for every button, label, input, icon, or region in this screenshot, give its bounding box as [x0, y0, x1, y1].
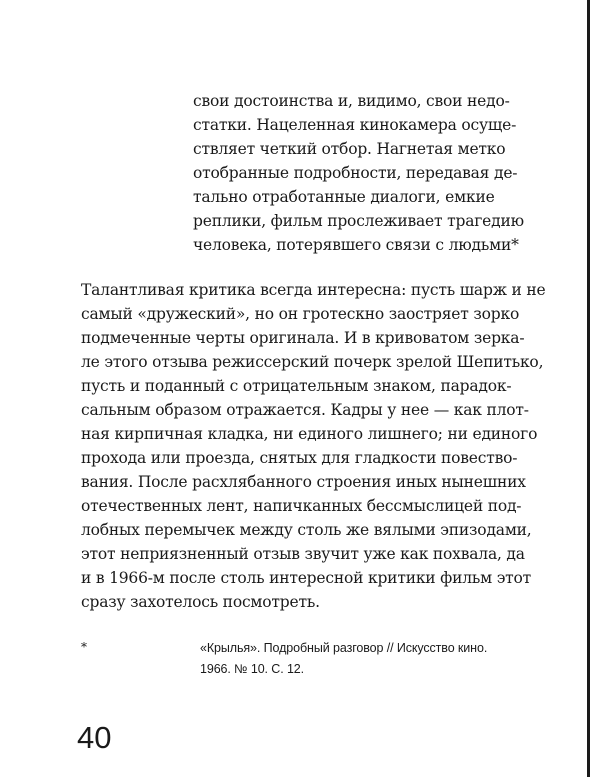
quote-line: реплики, фильм прослеживает трагедию	[193, 212, 524, 230]
paragraph-line: вания. После расхлябанного строения иных нынешних	[81, 473, 526, 491]
paragraph-line: самый «дружеский», но он гротескно заостряет зорко	[81, 305, 520, 323]
paragraph-line: сразу захотелось посмотреть.	[81, 593, 320, 611]
quote-line: тально отработанные диалоги, емкие	[193, 188, 495, 206]
quote-line: человека, потерявшего связи с людьми*	[193, 236, 519, 254]
paragraph-line: сальным образом отражается. Кадры у нее — как плот-	[81, 401, 529, 419]
footnote-line: «Крылья». Подробный разговор // Искусство кино.	[200, 641, 488, 655]
quote-line: ствляет четкий отбор. Нагнетая метко	[193, 140, 506, 158]
paragraph-line: прохода или проезда, снятых для гладкости повество-	[81, 449, 518, 467]
paragraph-line: ле этого отзыва режиссерский почерк зрелой Шепитько,	[81, 353, 544, 371]
paragraph-line: ная кирпичная кладка, ни единого лишнего; ни единого	[81, 425, 538, 443]
paragraph-line: лобных перемычек между столь же вялыми эпизодами,	[81, 521, 532, 539]
quote-line: статки. Нацеленная кинокамера осуще-	[193, 116, 517, 134]
page-number: 40	[77, 720, 112, 755]
paragraph-line: отечественных лент, напичканных бессмыслицей под-	[81, 497, 522, 515]
quote-line: свои достоинства и, видимо, свои недо-	[193, 92, 510, 110]
page-edge-rule	[587, 0, 590, 777]
footnote-line: 1966. № 10. С. 12.	[200, 662, 305, 676]
paragraph-line: Талантливая критика всегда интересна: пусть шарж и не	[81, 281, 546, 299]
paragraph-line: подмеченные черты оригинала. И в кривоватом зерка-	[81, 329, 525, 347]
footnote-marker: *	[81, 640, 87, 654]
paragraph-line: пусть и поданный с отрицательным знаком, парадок-	[81, 377, 512, 395]
quote-line: отобранные подробности, передавая де-	[193, 164, 518, 182]
paragraph-line: этот неприязненный отзыв звучит уже как похвала, да	[81, 545, 525, 563]
paragraph-line: и в 1966-м после столь интересной критики фильм этот	[81, 569, 532, 587]
